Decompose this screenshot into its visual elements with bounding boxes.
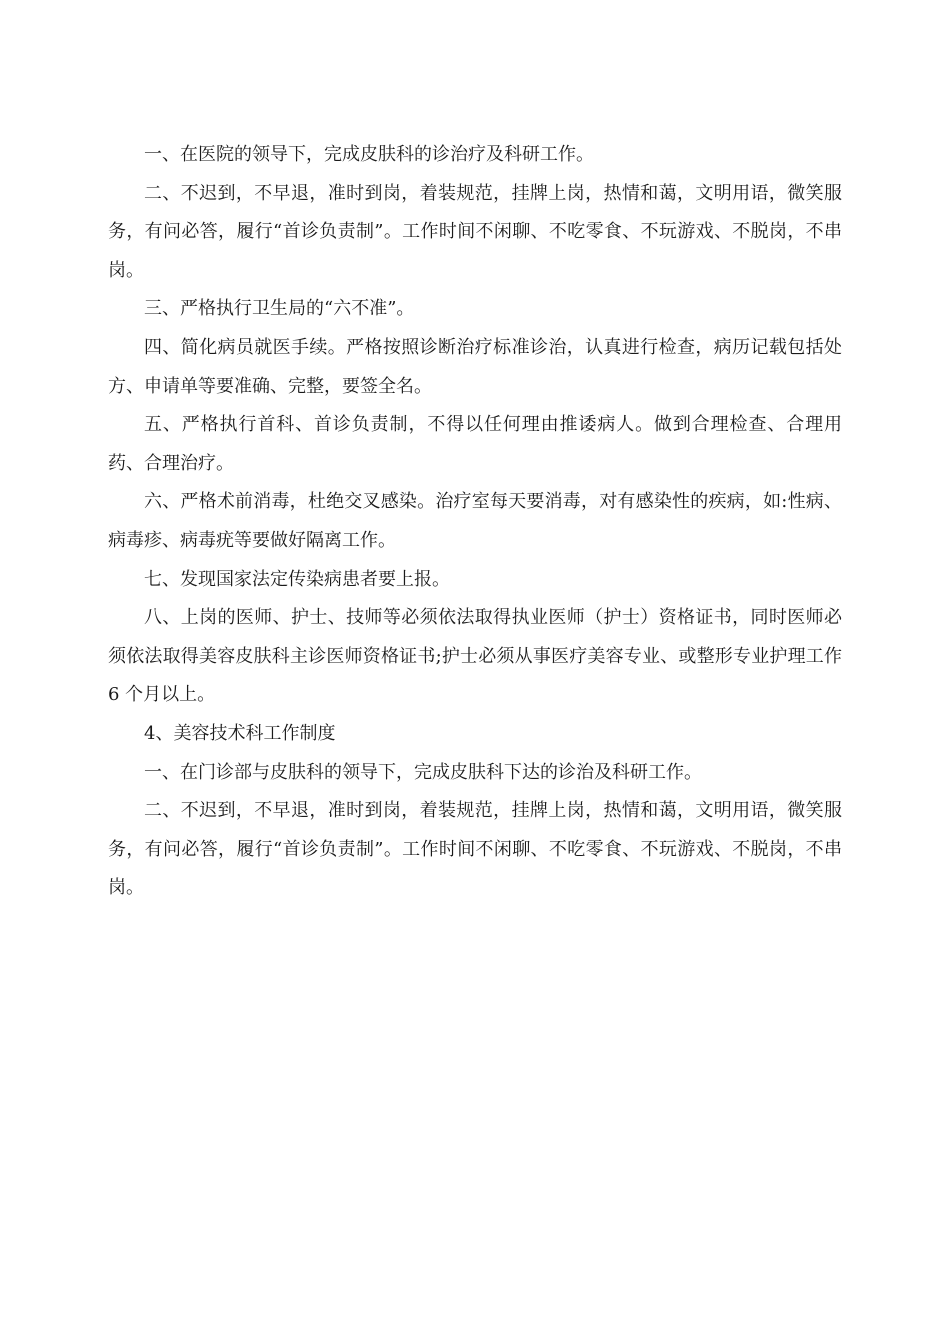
section-heading: 4、美容技术科工作制度 — [144, 722, 336, 744]
paragraph-rule-6: 六、严格术前消毒，杜绝交叉感染。治疗室每天要消毒，对有感染性的疾病，如:性病、病毒疹、病毒疣等要做好隔离工作。 — [108, 491, 842, 551]
paragraph-rule-7: 七、发现国家法定传染病患者要上报。 — [144, 568, 450, 590]
paragraph-rule-1: 一、在医院的领导下，完成皮肤科的诊治疗及科研工作。 — [144, 144, 594, 165]
paragraph-rule-3: 三、严格执行卫生局的“六不准”。 — [144, 298, 415, 320]
paragraph-section-rule-1: 一、在门诊部与皮肤科的领导下，完成皮肤科下达的诊治及科研工作。 — [144, 761, 702, 783]
paragraph-rule-8: 八、上岗的医师、护士、技师等必须依法取得执业医师（护士）资格证书，同时医师必须依法取得美容皮肤科主诊医师资格证书;护士必须从事医疗美容专业、或整形专业护理工作 6 个月以上。 — [108, 607, 842, 706]
paragraph-rule-4: 四、简化病员就医手续。严格按照诊断治疗标准诊治，认真进行检查，病历记载包括处方、申请单等要准确、完整，要签全名。 — [108, 336, 842, 397]
document-body — [108, 136, 842, 908]
paragraph-section-rule-2: 二、不迟到，不早退，准时到岗，着装规范，挂牌上岗，热情和蔼，文明用语，微笑服务，有问必答，履行“首诊负责制”。工作时间不闲聊、不吃零食、不玩游戏、不脱岗，不串岗。 — [108, 800, 842, 899]
paragraph-rule-5: 五、严格执行首科、首诊负责制，不得以任何理由推诿病人。做到合理检查、合理用药、合理治疗。 — [108, 414, 842, 474]
paragraph-rule-2: 二、不迟到，不早退，准时到岗，着装规范，挂牌上岗，热情和蔼，文明用语，微笑服务，有问必答，履行“首诊负责制”。工作时间不闲聊、不吃零食、不玩游戏、不脱岗，不串岗。 — [108, 182, 842, 281]
